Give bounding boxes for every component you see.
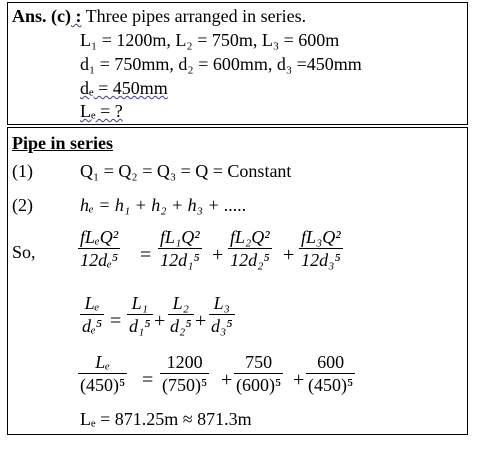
eq3-term2-denominator: (600)⁵ [236, 375, 282, 395]
eq1-term1-numerator: fL₁Q² [160, 227, 200, 247]
plus-sign: + [212, 244, 224, 266]
plus-sign: + [293, 369, 305, 391]
pipe-diameters: d₁ = 750mm, d₂ = 600mm, d₃ =450mm [80, 54, 362, 74]
answer-colon: : [71, 6, 82, 26]
eq1-term3-fraction [299, 226, 343, 271]
plus-sign: + [221, 369, 233, 391]
answer-intro: Three pipes arranged in series. [81, 6, 307, 26]
eq1-term1-fraction [158, 226, 202, 271]
eq1-lhs-fraction [78, 226, 120, 271]
equivalent-length-question: Lₑ = ? [80, 101, 123, 121]
final-result: Lₑ = 871.25m ≈ 871.3m [80, 409, 252, 429]
plus-sign: + [195, 310, 207, 332]
eq1-term2-numerator: fL₂Q² [230, 227, 270, 247]
pipe-lengths: L₁ = 1200m, L₂ = 750m, L₃ = 600m [80, 30, 340, 50]
eq1-term2-fraction [228, 226, 272, 271]
eq2-lhs-denominator: dₑ⁵ [82, 316, 102, 336]
eq3-term2-fraction [234, 351, 283, 396]
eq3-term2-numerator: 750 [245, 352, 273, 372]
eq3-lhs-fraction [78, 351, 127, 396]
eq2-term1-denominator: d₁⁵ [129, 316, 151, 336]
equals-sign: = [110, 310, 122, 332]
eq3-term3-numerator: 600 [317, 352, 345, 372]
eq3-term1-fraction [160, 351, 209, 396]
eq2-lhs-fraction [80, 292, 104, 337]
eq3-term3-fraction [306, 351, 355, 396]
eq2-lhs-numerator: Lₑ [84, 293, 100, 313]
eq2-term2-denominator: d₂⁵ [170, 316, 192, 336]
plus-sign: + [154, 310, 166, 332]
step2-label: (2) [12, 195, 33, 215]
eq1-lhs-numerator: fLₑQ² [80, 227, 119, 247]
so-label: So, [12, 242, 36, 262]
eq2-term3-fraction [209, 292, 235, 337]
eq3-lhs-numerator: Lₑ [95, 352, 110, 372]
head-loss-equation: hₑ = h₁ + h₂ + h₃ + ..... [80, 195, 247, 215]
eq2-term1-numerator: L₁ [131, 293, 148, 313]
plus-sign: + [283, 244, 295, 266]
eq1-term3-numerator: fL₃Q² [301, 227, 341, 247]
equals-sign: = [142, 369, 154, 391]
eq2-term2-fraction [168, 292, 194, 337]
eq2-term2-numerator: L₂ [172, 293, 189, 313]
equivalent-diameter: dₑ = 450mm [80, 78, 168, 98]
eq3-term1-denominator: (750)⁵ [162, 375, 208, 395]
answer-header [12, 6, 306, 26]
eq1-term2-denominator: 12d₂⁵ [230, 250, 270, 270]
answer-label: Ans. (c) [12, 6, 71, 26]
eq2-term3-denominator: d₃⁵ [211, 316, 233, 336]
continuity-equation: Q₁ = Q₂ = Q₃ = Q = Constant [80, 161, 292, 181]
eq3-term1-numerator: 1200 [166, 352, 203, 372]
section-heading: Pipe in series [12, 133, 113, 153]
eq1-term1-denominator: 12d₁⁵ [160, 250, 200, 270]
eq3-term3-denominator: (450)⁵ [308, 375, 354, 395]
eq2-term1-fraction [127, 292, 153, 337]
step1-label: (1) [12, 161, 33, 181]
eq3-lhs-denominator: (450)⁵ [80, 375, 126, 395]
eq2-term3-numerator: L₃ [213, 293, 230, 313]
equals-sign: = [140, 244, 152, 266]
eq1-lhs-denominator: 12dₑ⁵ [80, 250, 119, 270]
eq1-term3-denominator: 12d₃⁵ [301, 250, 341, 270]
